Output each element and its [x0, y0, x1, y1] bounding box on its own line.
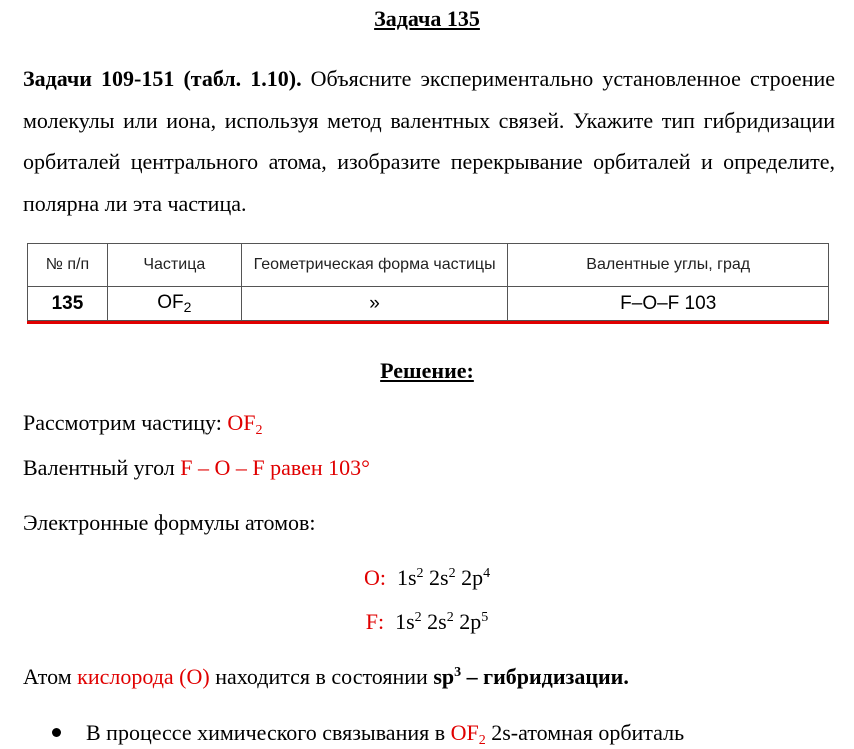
bullet-particle: $OF_2$	[450, 720, 486, 748]
bond-angle-line	[23, 455, 370, 481]
cell-shape: »	[241, 287, 508, 321]
formula-oxygen	[0, 565, 854, 591]
page-title: Задача 135	[374, 6, 480, 31]
cell-angles: F–O–F 103	[508, 287, 829, 321]
column-header-number: № п/п	[28, 244, 108, 287]
consider-particle	[227, 410, 263, 438]
red-underline-divider	[27, 321, 829, 324]
central-atom-name: кислорода (О)	[77, 664, 210, 689]
problem-statement	[23, 58, 835, 224]
consider-label: Рассмотрим частицу:	[23, 410, 228, 435]
bond-angle-label: Валентный угол	[23, 455, 181, 480]
cell-number: 135	[28, 287, 108, 321]
solution-heading: Решение:	[380, 358, 474, 383]
problem-reference: Задачи 109-151 (табл. 1.10).	[23, 66, 302, 91]
formula-term: $2s^2$	[427, 609, 454, 634]
particle-formula-subscript: 2	[183, 299, 192, 315]
column-header-angles: Валентные углы, град	[508, 244, 829, 287]
consider-particle-line	[23, 410, 262, 439]
formula-term: $2s^2$	[429, 565, 456, 590]
problem-table	[27, 243, 829, 321]
table-header-row	[28, 244, 829, 287]
column-header-shape: Геометрическая форма частицы	[241, 244, 508, 287]
problem-text: Объясните экспериментально установленное строение молекулы или иона, используя метод валентных связей. Укажите тип гибридизации орбиталей центрального атома, изобразите перекрывание орбиталей и определите, полярна ли эта частица.	[23, 66, 836, 216]
hybridization-type: $sp^3$ – гибридизации.	[433, 664, 629, 689]
formula-atom-label: F:	[365, 609, 385, 634]
cell-particle	[107, 287, 241, 321]
electron-formulas-label: Электронные формулы атомов:	[23, 510, 316, 535]
formula-term: $1s^2$	[395, 609, 422, 634]
column-header-particle: Частица	[107, 244, 241, 287]
bond-angle-value: F – O – F равен 103°	[180, 455, 370, 480]
consider-particle-subscript: 2	[255, 423, 263, 438]
formula-term: $1s^2$	[396, 565, 424, 590]
hybridization-middle: находится в состоянии	[209, 664, 434, 689]
formula-term: $2p^5$	[459, 609, 489, 634]
bullet-text: В процессе химического связывания в $OF_2$ 2s-атомная орбиталь	[86, 720, 685, 748]
hybridization-prefix: Атом	[23, 664, 78, 689]
formula-atom-label: O:	[363, 565, 386, 590]
table-row	[28, 287, 829, 321]
hybridization-line	[23, 664, 629, 690]
particle-formula-base: OF	[157, 292, 184, 313]
consider-particle-base: OF	[227, 410, 256, 435]
formula-term: $2p^4$	[461, 565, 491, 590]
formula-fluorine	[0, 609, 854, 635]
